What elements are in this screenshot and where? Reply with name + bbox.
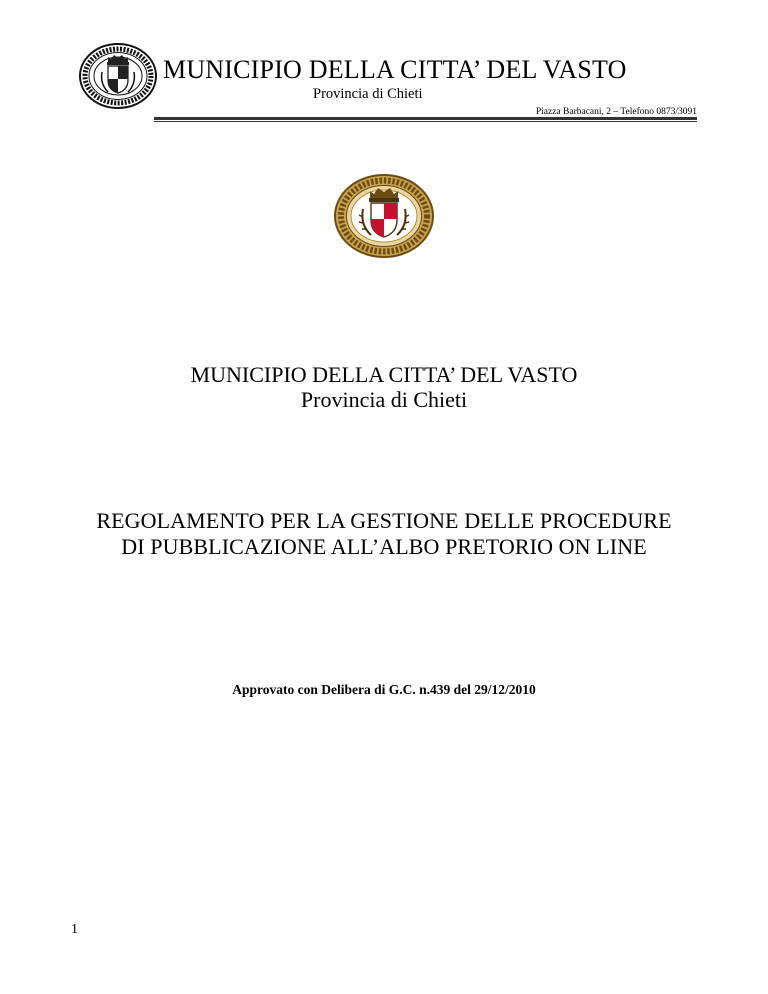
header-title: MUNICIPIO DELLA CITTA’ DEL VASTO — [163, 55, 627, 84]
page-number: 1 — [71, 922, 78, 937]
header-subtitle: Provincia di Chieti — [313, 86, 423, 102]
header-address: Piazza Barbacani, 2 – Telefono 0873/3091 — [535, 107, 697, 117]
approval-note: Approvato con Delibera di G.C. n.439 del 29/12/2010 — [232, 682, 536, 697]
document-subtitle: Provincia di Chieti — [300, 387, 468, 412]
city-seal-color-icon — [333, 173, 435, 259]
document-title: MUNICIPIO DELLA CITTA’ DEL VASTO — [190, 362, 578, 387]
city-seal-icon — [78, 42, 158, 110]
regulation-title — [0, 508, 768, 560]
regulation-title-line-1: REGOLAMENTO PER LA GESTIONE DELLE PROCEDURE — [96, 508, 672, 533]
header-divider-thin — [154, 121, 697, 122]
regulation-title-line-2: DI PUBBLICAZIONE ALL’ALBO PRETORIO ON LINE — [121, 534, 647, 559]
header-divider — [154, 117, 697, 120]
